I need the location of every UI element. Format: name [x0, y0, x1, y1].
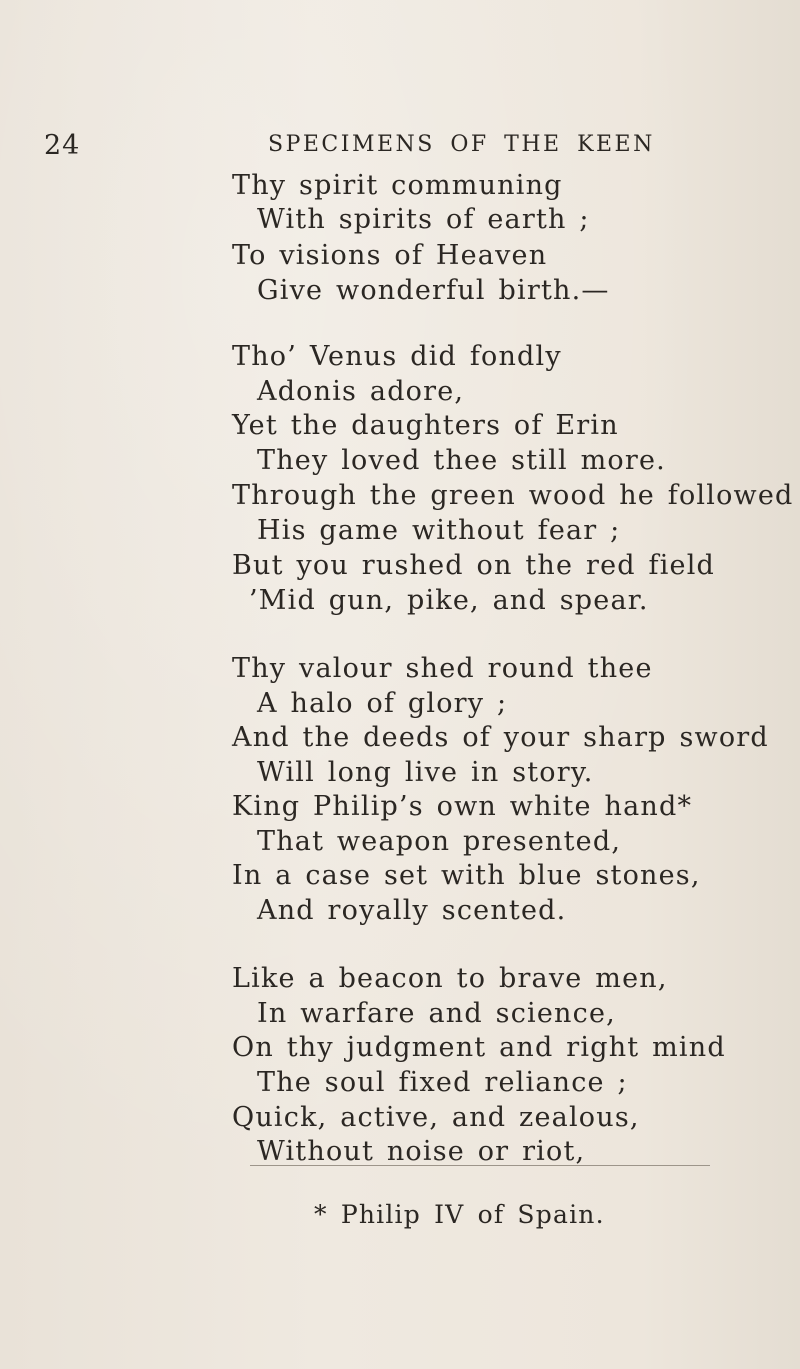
poem-line: On thy judgment and right mind [232, 1032, 726, 1063]
footnote-divider [250, 1165, 710, 1166]
poem-line: Like a beacon to brave men, [232, 963, 668, 994]
poem-line: Through the green wood he followed [232, 480, 794, 511]
poem-line: Quick, active, and zealous, [232, 1102, 640, 1133]
footnote: * Philip IV of Spain. [314, 1200, 605, 1229]
poem-line: Tho’ Venus did fondly [232, 341, 562, 372]
poem-line: And royally scented. [257, 895, 567, 926]
poem-line: Thy valour shed round thee [232, 653, 653, 684]
poem-line: That weapon presented, [257, 826, 622, 857]
poem-line: The soul fixed reliance ; [257, 1067, 628, 1098]
poem-line: King Philip’s own white hand* [232, 791, 693, 822]
poem-line: To visions of Heaven [232, 240, 548, 271]
poem-line: With spirits of earth ; [257, 204, 590, 235]
poem-line: They loved thee still more. [257, 445, 666, 476]
poem-line: Give wonderful birth.— [257, 275, 610, 306]
poem-line: Without noise or riot, [257, 1136, 586, 1167]
poem-line: Adonis adore, [257, 376, 465, 407]
poem-line: His game without fear ; [257, 515, 621, 546]
poem-line: In warfare and science, [257, 998, 616, 1029]
poem-line: But you rushed on the red field [232, 550, 716, 581]
running-title: SPECIMENS OF THE KEEN [268, 132, 655, 157]
page-number: 24 [44, 130, 81, 161]
poem-line: Will long live in story. [257, 757, 594, 788]
poem-line: In a case set with blue stones, [232, 860, 701, 891]
poem-line: Thy spirit communing [232, 170, 563, 201]
poem-line: ’Mid gun, pike, and spear. [249, 585, 649, 616]
poem-line: A halo of glory ; [257, 688, 508, 719]
poem-line: And the deeds of your sharp sword [232, 722, 769, 753]
poem-line: Yet the daughters of Erin [232, 410, 619, 441]
